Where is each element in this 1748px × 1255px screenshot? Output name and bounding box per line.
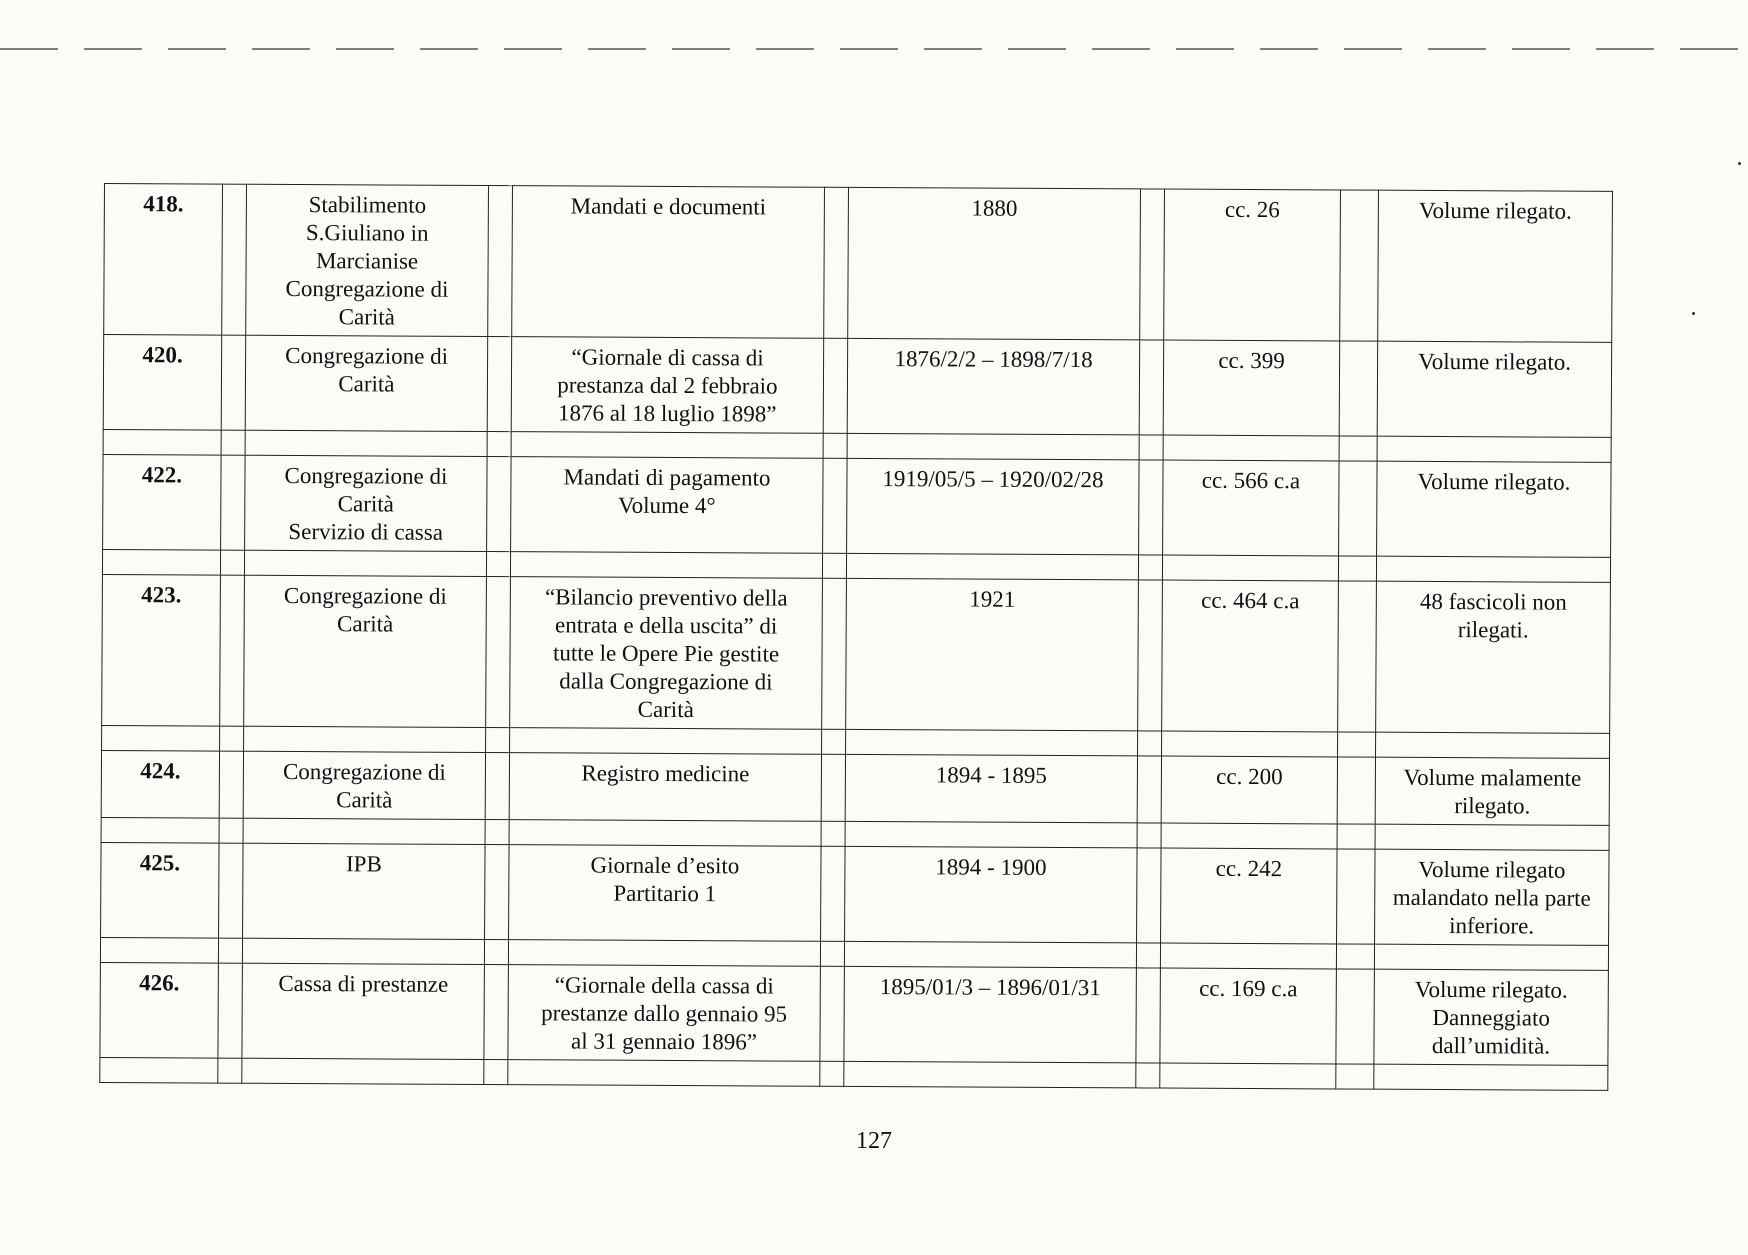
spacer-cell — [822, 729, 846, 754]
spacer-cell — [1377, 436, 1611, 462]
dates-cell: 1919/05/5 – 1920/02/28 — [847, 458, 1139, 555]
extent-cell: cc. 464 c.a — [1162, 580, 1339, 732]
spacer-cell — [508, 940, 820, 967]
spacer-cell — [1160, 943, 1336, 969]
row-number: 423. — [102, 574, 221, 726]
row-number: 424. — [101, 750, 219, 818]
ente-cell: IPB — [243, 843, 485, 939]
spacer-cell — [1375, 824, 1609, 850]
table-row — [103, 335, 1611, 438]
extent-cell: cc. 200 — [1161, 756, 1337, 824]
spacer-cell — [220, 726, 244, 751]
gap-cell — [823, 458, 847, 553]
dates-cell: 1876/2/2 – 1898/7/18 — [847, 338, 1139, 435]
gap-cell — [1338, 581, 1377, 732]
extent-cell: cc. 399 — [1163, 340, 1339, 436]
extent-cell: cc. 242 — [1161, 848, 1337, 944]
row-number: 418. — [104, 184, 223, 336]
table-body — [100, 184, 1613, 1091]
gap-cell — [488, 186, 513, 337]
ente-cell: Congregazione di Carità Servizio di cassa — [245, 455, 487, 551]
spacer-cell — [220, 550, 244, 575]
spacer-cell — [1137, 823, 1161, 848]
spacer-cell — [1138, 555, 1162, 580]
spacer-cell — [1338, 556, 1376, 581]
ente-cell: Congregazione di Carità — [244, 575, 487, 727]
spacer-cell — [103, 429, 221, 455]
spacer-cell — [1374, 944, 1608, 970]
inventory-table — [99, 183, 1613, 1091]
spacer-cell — [1160, 1063, 1336, 1089]
row-number: 425. — [101, 842, 219, 938]
ente-cell: Congregazione di Carità — [245, 335, 487, 431]
gap-cell — [1339, 461, 1377, 556]
spacer-cell — [245, 430, 487, 456]
table-row — [101, 750, 1609, 825]
spacer-cell — [486, 552, 510, 577]
gap-cell — [1336, 969, 1374, 1064]
table-row — [103, 454, 1611, 557]
spacer-cell — [101, 817, 219, 843]
gap-cell — [822, 578, 847, 729]
dates-cell: 1880 — [848, 187, 1141, 340]
gap-cell — [1140, 189, 1165, 340]
ente-cell: Congregazione di Carità — [243, 751, 485, 819]
spacer-cell — [1162, 731, 1338, 757]
extent-cell: cc. 169 c.a — [1160, 968, 1336, 1064]
spacer-cell — [1337, 824, 1375, 849]
gap-cell — [485, 753, 509, 820]
spacer-cell — [486, 728, 510, 753]
spacer-cell — [1336, 1064, 1374, 1089]
spacer-cell — [844, 1061, 1136, 1088]
spacer-cell — [846, 729, 1138, 756]
spacer-cell — [823, 433, 847, 458]
spacer-cell — [221, 430, 245, 455]
spacer-cell — [1161, 823, 1337, 849]
spacer-cell — [218, 938, 242, 963]
gap-cell — [220, 575, 245, 726]
spacer-cell — [1336, 944, 1374, 969]
spacer-cell — [845, 821, 1137, 848]
title-cell: Registro medicine — [509, 753, 821, 822]
notes-cell: Volume rilegato. — [1377, 341, 1611, 437]
notes-cell: Volume rilegato malandato nella parte inferiore. — [1375, 849, 1609, 945]
gap-cell — [823, 338, 847, 433]
table-row — [101, 842, 1609, 945]
gap-cell — [219, 843, 243, 938]
gap-cell — [1136, 968, 1160, 1063]
notes-cell: Volume rilegato. — [1377, 461, 1611, 557]
gap-cell — [218, 963, 242, 1058]
spacer-cell — [218, 1058, 242, 1083]
spacer-cell — [846, 553, 1138, 580]
gap-cell — [485, 845, 509, 940]
spacer-cell — [511, 432, 823, 459]
title-cell: Giornale d’esito Partitario 1 — [509, 845, 821, 942]
spacer-cell — [847, 433, 1139, 460]
gap-cell — [484, 965, 508, 1060]
gap-cell — [486, 577, 511, 728]
gap-cell — [487, 457, 511, 552]
ente-cell: Stabilimento S.Giuliano in Marcianise Congregazione di Carità — [246, 184, 489, 336]
spacer-cell — [485, 820, 509, 845]
gap-cell — [1138, 580, 1163, 731]
spacer-cell — [243, 818, 485, 844]
spacer-cell — [100, 1057, 218, 1083]
spacer-cell — [242, 938, 484, 964]
gap-cell — [821, 754, 845, 821]
title-cell: “Giornale di cassa di prestanza dal 2 febbraio 1876 al 18 luglio 1898” — [511, 337, 823, 434]
spacer-cell — [487, 432, 511, 457]
spacer-cell — [1339, 436, 1377, 461]
gap-cell — [1337, 849, 1375, 944]
dates-cell: 1895/01/3 – 1896/01/31 — [844, 966, 1136, 1063]
title-cell: “Bilancio preventivo della entrata e della uscita” di tutte le Opere Pie gestite dalla Congregazione di Carità — [510, 577, 823, 730]
spacer-cell — [1374, 1064, 1608, 1090]
spacer-cell — [820, 1061, 844, 1086]
spacer-cell — [820, 941, 844, 966]
gap-cell — [221, 455, 245, 550]
notes-cell: Volume malamente rilegato. — [1375, 757, 1609, 825]
spacer-cell — [102, 549, 220, 575]
spacer-cell — [510, 728, 822, 755]
spacer-cell — [1163, 435, 1339, 461]
gap-cell — [1340, 190, 1379, 341]
spacer-cell — [844, 941, 1136, 968]
notes-cell: Volume rilegato. Danneggiato dall’umidità. — [1374, 969, 1608, 1065]
notes-cell: Volume rilegato. — [1378, 190, 1613, 342]
spacer-cell — [484, 940, 508, 965]
gap-cell — [824, 187, 849, 338]
row-number: 422. — [103, 454, 221, 550]
gap-cell — [1337, 757, 1375, 824]
inventory-table-wrapper — [99, 183, 1613, 1091]
spacer-cell — [822, 553, 846, 578]
spacer-cell — [510, 552, 822, 579]
table-row — [102, 574, 1611, 733]
gap-cell — [821, 846, 845, 941]
extent-cell: cc. 26 — [1164, 189, 1341, 341]
spacer-cell — [219, 818, 243, 843]
gap-cell — [219, 751, 243, 818]
notes-cell: 48 fascicoli non rilegati. — [1376, 581, 1611, 733]
title-cell: “Giornale della cassa di prestanze dallo gennaio 95 al 31 gennaio 1896” — [508, 965, 820, 1062]
extent-cell: cc. 566 c.a — [1163, 460, 1339, 556]
spacer-cell — [821, 821, 845, 846]
table-row — [100, 962, 1608, 1065]
row-number: 420. — [103, 335, 221, 431]
scan-speck — [1692, 312, 1695, 315]
gap-cell — [222, 184, 247, 335]
gap-cell — [221, 335, 245, 430]
gap-cell — [1339, 341, 1377, 436]
top-dashed-rule — [0, 48, 1748, 50]
spacer-cell — [100, 937, 218, 963]
spacer-cell — [509, 820, 821, 847]
table-row — [104, 184, 1613, 343]
spacer-cell — [244, 550, 486, 576]
spacer-cell — [1338, 732, 1376, 757]
gap-cell — [1139, 340, 1163, 435]
spacer-cell — [244, 726, 486, 752]
dates-cell: 1894 - 1900 — [845, 846, 1137, 943]
spacer-cell — [484, 1060, 508, 1085]
gap-cell — [487, 337, 511, 432]
spacer-cell — [102, 725, 220, 751]
scan-speck — [1738, 162, 1741, 165]
title-cell: Mandati di pagamento Volume 4° — [511, 457, 823, 554]
page-number: 127 — [856, 1128, 892, 1154]
row-number: 426. — [100, 962, 218, 1058]
spacer-cell — [1138, 731, 1162, 756]
ente-cell: Cassa di prestanze — [242, 963, 484, 1059]
spacer-cell — [1376, 732, 1610, 758]
spacer-cell — [1162, 555, 1338, 581]
title-cell: Mandati e documenti — [512, 186, 825, 339]
spacer-cell — [1376, 556, 1610, 582]
dates-cell: 1921 — [846, 578, 1139, 731]
spacer-cell — [1136, 943, 1160, 968]
gap-cell — [1137, 756, 1161, 823]
spacer-cell — [1136, 1063, 1160, 1088]
gap-cell — [1137, 848, 1161, 943]
spacer-cell — [1139, 435, 1163, 460]
dates-cell: 1894 - 1895 — [845, 754, 1137, 823]
gap-cell — [1139, 460, 1163, 555]
gap-cell — [820, 966, 844, 1061]
spacer-cell — [508, 1060, 820, 1087]
spacer-cell — [242, 1058, 484, 1084]
